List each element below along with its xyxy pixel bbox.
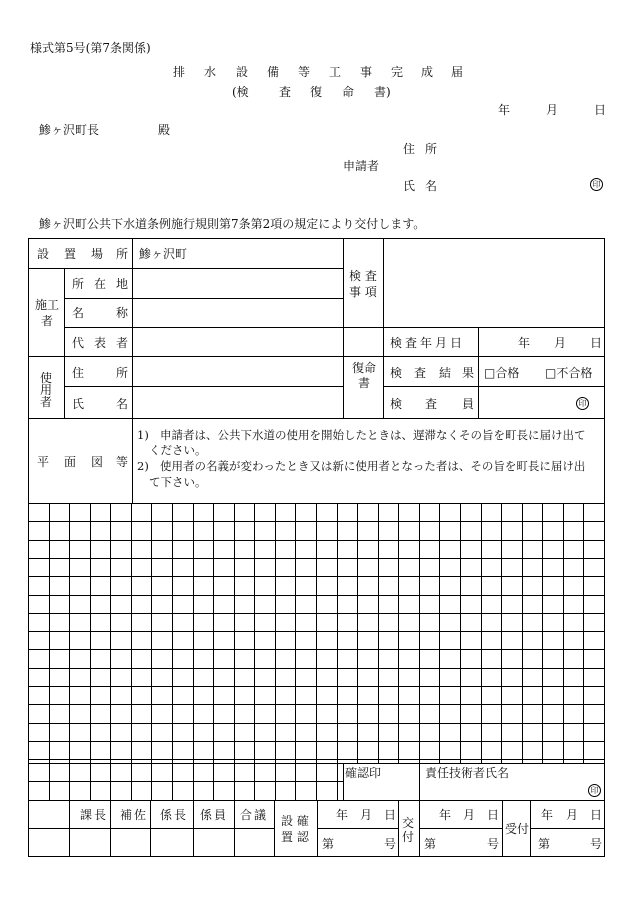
uketsuke-label: 受付 [505,822,530,836]
title-char: 事 [360,65,373,79]
go-label: 号 [590,837,603,851]
ymd-year: 年 [336,808,349,822]
note-text: 使用者の名義が変わったとき又は新に使用者となった者は、その旨を町長に届け出 [160,459,586,473]
fail-checkbox[interactable]: □不合格 [545,366,593,380]
title-char: 等 [298,65,311,79]
row-char: 名 [116,397,129,411]
name-label-char: 名 [425,179,438,193]
label-char: 平 [37,455,50,469]
title-char: 排 [173,65,186,79]
head-char: 長 [174,808,187,822]
date-month: 月 [546,103,559,117]
subtitle-char: 復 [310,85,323,99]
applicant-label: 申請者 [343,159,380,173]
ymd-day: 日 [487,808,500,822]
head-char: 員 [214,808,227,822]
label-char: 査 [414,366,427,380]
head-char: 長 [94,808,107,822]
dai-label: 第 [538,837,551,851]
subtitle-char: 書) [374,85,391,99]
label-line: 者 [41,314,54,328]
inspector-seal-icon: 印 [576,397,589,410]
dai-label: 第 [322,837,335,851]
label-line: 検 査 [349,269,377,283]
engineer-name-label: 責任技術者氏名 [425,766,510,780]
note-number: 2) [137,459,149,473]
note-continuation: ください。 [149,443,207,457]
go-label: 号 [384,837,397,851]
row-char: 称 [116,306,129,320]
row-char: 表 [94,336,107,350]
label-line: 設 確 [281,814,309,828]
label-char: 交 [402,816,415,830]
ymd-year: 年 [541,808,554,822]
engineer-seal-icon: 印 [588,784,601,797]
label-char: 設 [37,247,50,261]
date-month: 月 [554,336,567,350]
head-char: 合 [240,808,253,822]
row-char: 所 [72,277,85,291]
label-char: 者 [40,395,53,409]
row-char: 者 [116,336,129,350]
ymd-day: 日 [590,808,603,822]
label-char: 図 [91,455,104,469]
head-char: 補 [120,808,133,822]
title-char: 届 [451,65,464,79]
inspection-date-label: 検査年月日 [390,336,466,350]
statement: 鯵ヶ沢町公共下水道条例施行規則第7条第2項の規定により交付します。 [39,217,426,231]
ymd-year: 年 [439,808,452,822]
label-char: 置 [64,247,77,261]
label-char: 員 [462,397,475,411]
label-char: 使 [40,371,53,385]
row-char: 代 [72,336,85,350]
head-char: 課 [80,808,93,822]
honorific: 殿 [158,123,171,137]
label-line: 復命 [352,361,377,375]
title-char: 備 [267,65,280,79]
label-char: 等 [116,455,129,469]
label-line: 事 項 [349,285,377,299]
pass-checkbox[interactable]: □合格 [484,366,520,380]
subtitle-char: 査 [279,85,292,99]
label-char: 結 [439,366,452,380]
location-value: 鯵ヶ沢町 [139,247,188,261]
ymd-month: 月 [566,808,579,822]
address-label-char: 住 [403,142,416,156]
go-label: 号 [487,837,500,851]
head-char: 係 [160,808,173,822]
label-char: 付 [402,830,415,844]
title-char: 水 [204,65,217,79]
ymd-month: 月 [463,808,476,822]
dai-label: 第 [424,837,437,851]
date-year: 年 [518,336,531,350]
label-char: 検 [390,397,403,411]
label-char: 場 [91,247,104,261]
row-char: 住 [72,366,85,380]
title-char: 完 [391,65,404,79]
label-line: 書 [358,376,371,390]
date-day: 日 [594,103,607,117]
head-char: 佐 [134,808,147,822]
note-text: 申請者は、公共下水道の使用を開始したときは、遅滞なくその旨を町長に届け出て [160,428,586,442]
label-char: 所 [116,247,129,261]
row-char: 在 [94,277,107,291]
subtitle-char: (検 [232,85,249,99]
title-char: 成 [421,65,434,79]
row-char: 所 [116,366,129,380]
row-char: 氏 [72,397,85,411]
label-line: 置 認 [281,830,309,844]
label-char: 検 [390,366,403,380]
label-char: 用 [40,383,53,397]
label-char: 面 [64,455,77,469]
head-char: 係 [200,808,213,822]
title-char: 設 [236,65,249,79]
name-label-char: 氏 [403,179,416,193]
note-continuation: て下さい。 [149,475,207,489]
note-number: 1) [137,428,149,442]
row-char: 名 [72,306,85,320]
date-year: 年 [498,103,511,117]
date-day: 日 [590,336,603,350]
label-char: 査 [425,397,438,411]
label-char: 果 [462,366,475,380]
label-line: 施工 [35,298,60,312]
title-char: 工 [329,65,342,79]
applicant-seal-icon: 印 [590,178,603,191]
address-label-char: 所 [425,142,438,156]
subtitle-char: 命 [342,85,355,99]
head-char: 議 [254,808,267,822]
addressee: 鯵ヶ沢町長 [39,123,100,137]
ymd-month: 月 [360,808,373,822]
form-number: 様式第5号(第7条関係) [30,41,151,55]
row-char: 地 [116,277,129,291]
confirm-seal-label: 確認印 [345,766,382,780]
ymd-day: 日 [384,808,397,822]
